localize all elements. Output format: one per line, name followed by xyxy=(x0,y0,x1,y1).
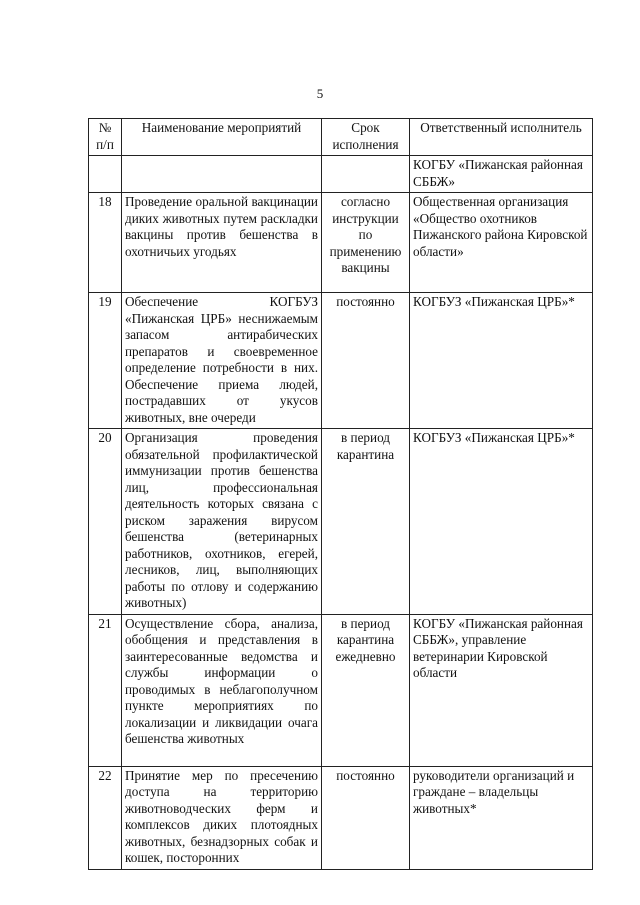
row-term: в период карантина ежедневно xyxy=(322,614,410,766)
table-row xyxy=(89,766,593,869)
row-name: Обеспечение КОГБУЗ «Пижанская ЦРБ» неснижаемым запасом антирабических препаратов и своевременное определение потребности в них. Обеспечение приема людей, пострадавших от укусов животных, вне очереди xyxy=(122,293,322,429)
row-num: 21 xyxy=(89,614,122,766)
page-number: 5 xyxy=(316,86,324,101)
row-term: постоянно xyxy=(322,766,410,869)
row-name: Организация проведения обязательной профилактической иммунизации против бешенства лиц, профессиональная деятельность которых связана с риском заражения вирусом бешенства (ветеринарных работников, охотников, егерей, лесников, лиц, выполняющих работы по отлову и содержанию животных) xyxy=(122,429,322,615)
row-term: постоянно xyxy=(322,293,410,429)
header-term: Срок исполнения xyxy=(322,119,410,156)
row-executor: Общественная организация «Общество охотников Пижанского района Кировской области» xyxy=(410,193,593,293)
row-term: согласно инструкции по применению вакцины xyxy=(322,193,410,293)
row-name: Принятие мер по пресечению доступа на территорию животноводческих ферм и комплексов диких плотоядных животных, безнадзорных собак и кошек, посторонних xyxy=(122,766,322,869)
table-row xyxy=(89,193,593,293)
row-num: 19 xyxy=(89,293,122,429)
table-row xyxy=(89,614,593,766)
row-num xyxy=(89,156,122,193)
row-term xyxy=(322,156,410,193)
row-name: Осуществление сбора, анализа, обобщения и представления в заинтересованные ведомства и службы информации о проводимых в неблагополучном пункте мероприятиях по локализации и ликвидации очага бешенства животных xyxy=(122,614,322,766)
row-name xyxy=(122,156,322,193)
measures-table xyxy=(88,118,593,870)
row-name: Проведение оральной вакцинации диких животных путем раскладки вакцины против бешенства в охотничьих угодьях xyxy=(122,193,322,293)
row-executor: руководители организаций и граждане – владельцы животных* xyxy=(410,766,593,869)
row-num: 18 xyxy=(89,193,122,293)
table-row xyxy=(89,156,593,193)
row-executor: КОГБУЗ «Пижанская ЦРБ»* xyxy=(410,429,593,615)
table-row xyxy=(89,429,593,615)
row-executor: КОГБУ «Пижанская районная СББЖ» xyxy=(410,156,593,193)
row-term: в период карантина xyxy=(322,429,410,615)
table-header-row xyxy=(89,119,593,156)
row-executor: КОГБУ «Пижанская районная СББЖ», управление ветеринарии Кировской области xyxy=(410,614,593,766)
table-row xyxy=(89,293,593,429)
header-num: № п/п xyxy=(89,119,122,156)
row-executor: КОГБУЗ «Пижанская ЦРБ»* xyxy=(410,293,593,429)
header-name: Наименование мероприятий xyxy=(122,119,322,156)
row-num: 22 xyxy=(89,766,122,869)
header-executor: Ответственный исполнитель xyxy=(410,119,593,156)
row-num: 20 xyxy=(89,429,122,615)
